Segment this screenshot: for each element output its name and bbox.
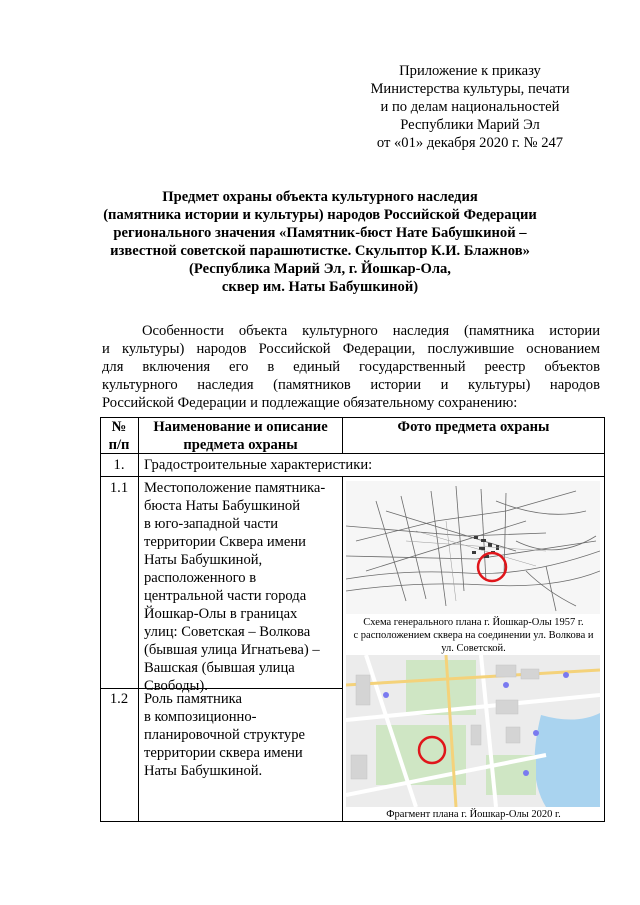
title-line: сквер им. Наты Бабушкиной) bbox=[221, 279, 419, 295]
city-map-2020-image bbox=[346, 655, 600, 807]
title-line: известной советской парашютистке. Скульптор К.И. Блажнов» bbox=[110, 243, 530, 259]
row-1-2-text: Роль памятника в композиционно- планировочной структуре территории сквера имени Наты Бабушкиной. bbox=[144, 691, 305, 779]
header-num: № п/п bbox=[108, 419, 130, 453]
appendix-line: Республики Марий Эл bbox=[400, 117, 540, 133]
master-plan-1957-image bbox=[346, 481, 600, 614]
row-1-2-num: 1.2 bbox=[109, 691, 129, 707]
appendix-line: от «01» декабря 2020 г. № 247 bbox=[376, 135, 564, 151]
intro-line: Российской Федерации и подлежащие обязательному сохранению: bbox=[102, 395, 518, 411]
title-line: (Республика Марий Эл, г. Йошкар-Ола, bbox=[189, 261, 451, 277]
section-num: 1. bbox=[113, 457, 125, 473]
header-name: Наименование и описание предмета охраны bbox=[153, 419, 328, 453]
intro-line: культурного наследия (памятников истории и культуры) народов bbox=[102, 377, 600, 393]
document-title bbox=[60, 188, 580, 296]
intro-line: и культуры) народов Российской Федерации, послужившие основанием bbox=[102, 341, 600, 357]
caption-plan-2020: Фрагмент плана г. Йошкар-Олы 2020 г. bbox=[386, 809, 561, 820]
row-1-1-num: 1.1 bbox=[109, 480, 129, 496]
caption-plan-1957: Схема генерального плана г. Йошкар-Олы 1957 г. с расположением сквера на соединении ул. Волкова и ул. Советской. bbox=[353, 617, 594, 654]
table-divider-num bbox=[138, 417, 139, 822]
table-border-left bbox=[100, 417, 101, 822]
title-line: (памятника истории и культуры) народов Российской Федерации bbox=[103, 207, 537, 223]
intro-paragraph bbox=[102, 322, 600, 412]
intro-line: Особенности объекта культурного наследия (памятника истории bbox=[142, 323, 600, 339]
appendix-header bbox=[340, 62, 600, 152]
row-1-1-text: Местоположение памятника- бюста Наты Бабушкиной в юго-западной части территории Сквера имени Наты Бабушкиной, расположенного в центральной части города Йошкар-Олы в границах улиц: Советская – Волкова (бывшая улица Игнатьева) – Вашская (бывшая улица Свободы). bbox=[144, 480, 326, 694]
title-line: регионального значения «Памятник-бюст Нате Бабушкиной – bbox=[113, 225, 527, 241]
protection-table bbox=[100, 417, 605, 822]
appendix-line: и по делам национальностей bbox=[380, 99, 560, 115]
table-row-divider-section bbox=[100, 476, 605, 477]
appendix-line: Приложение к приказу bbox=[399, 63, 541, 79]
header-photo: Фото предмета охраны bbox=[397, 419, 550, 435]
section-label: Градостроительные характеристики: bbox=[144, 457, 373, 473]
table-border-bottom bbox=[100, 821, 605, 822]
appendix-line: Министерства культуры, печати bbox=[370, 81, 570, 97]
table-border-right bbox=[604, 417, 605, 822]
intro-line: для включения его в единый государственный реестр объектов bbox=[102, 359, 600, 375]
title-line: Предмет охраны объекта культурного наследия bbox=[162, 189, 478, 205]
